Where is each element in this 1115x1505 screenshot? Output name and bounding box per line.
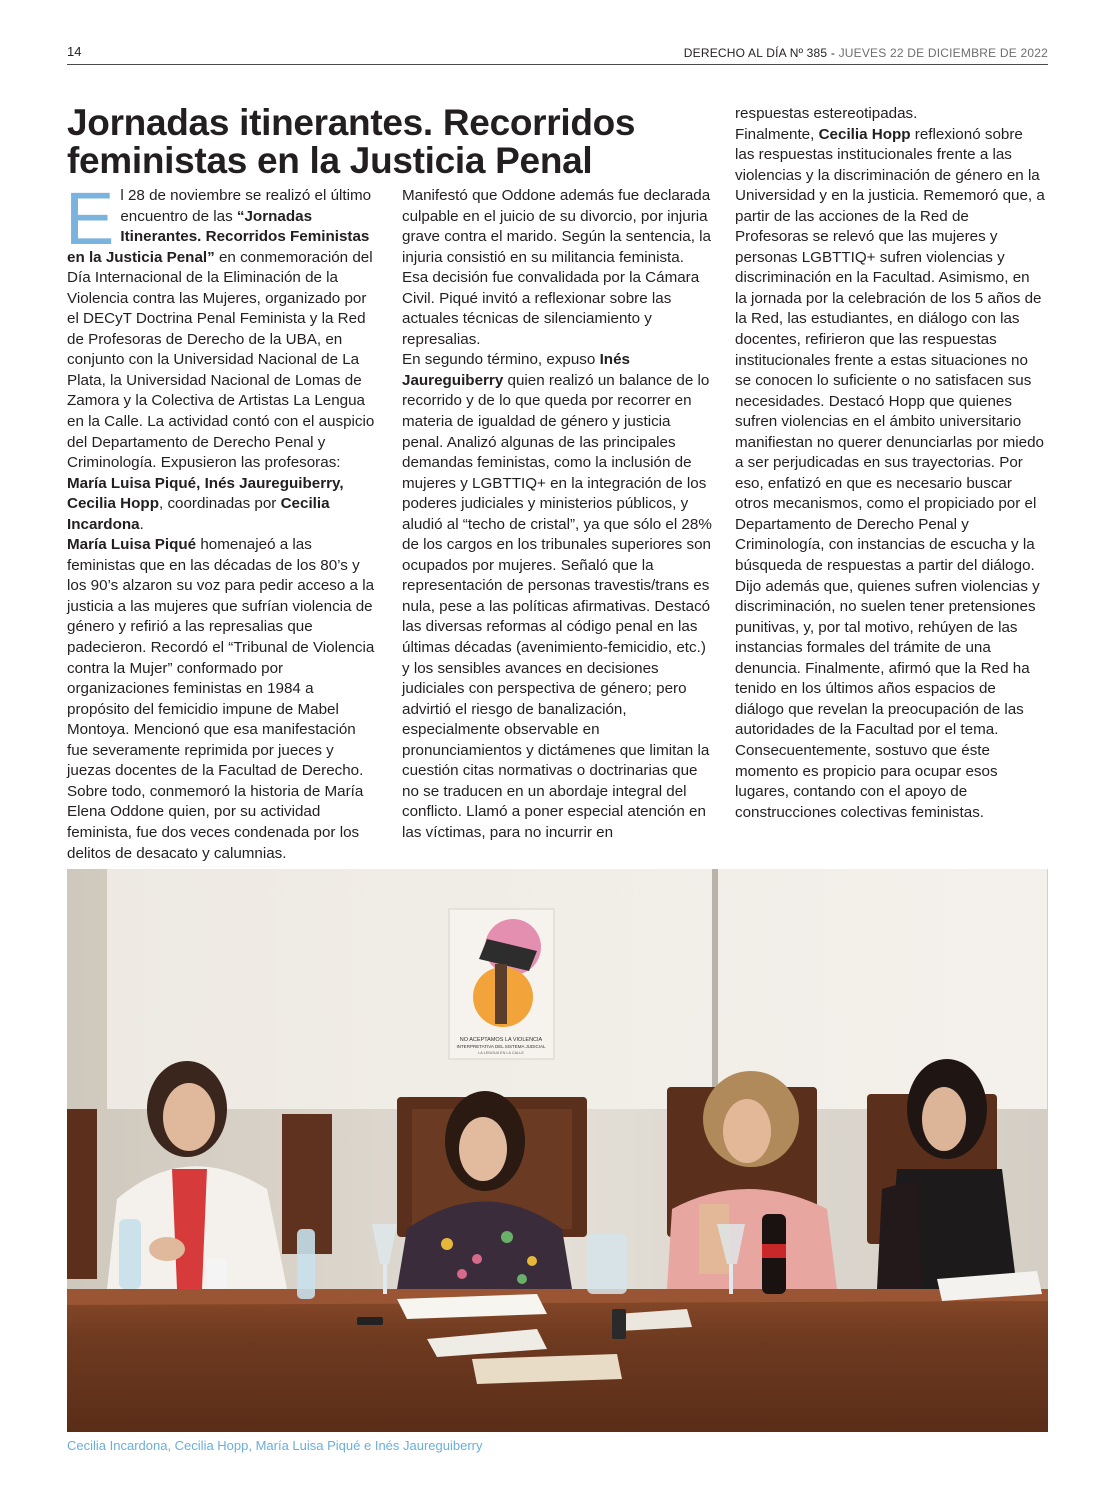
poster-line-1: NO ACEPTAMOS LA VIOLENCIA xyxy=(459,1037,543,1043)
bold-name: María Luisa Piqué xyxy=(67,536,197,554)
page-number: 14 xyxy=(67,44,82,59)
column-1-text xyxy=(65,177,376,864)
bold-name: Cecilia Hopp xyxy=(818,125,911,143)
paragraph: En segundo término, expuso Inés Jaureguiberry quien realizó un balance de lo recorrido y de lo que queda por recorrer en materia de igualdad de género y justicia penal. Analizó algunas de las principales demandas feministas, como la inclusión de mujeres y LGBTTIQ+ en la integración de los poderes judiciales y ministerios públicos, y aludió al “techo de cristal”, ya que sólo el 28% de los cargos en los tribunales superiores son ocupados por mujeres. Señaló que la representación de personas travestis/trans es nula, pese a las políticas afirmativas. Destacó las diversas reformas al código penal en las últimas décadas (avenimiento-femicidio, etc.) y los sensibles avances en decisiones judiciales con perspectiva de género; pero advirtió el riesgo de banalización, especialmente observable en pronunciamientos y dictámenes que limitan la cuestión citas normativas o doctrinarias que no se traducen en un abordaje integral del conflicto. Llamó a poner especial atención en las víctimas, para no incurrir en xyxy=(402,351,712,841)
paragraph: Finalmente, Cecilia Hopp reflexionó sobre las respuestas institucionales frente a las violencias y la discriminación de género en la Universidad y en la justicia. Rememoró que, a partir de las acciones de la Red de Profesoras se relevó que las mujeres y personas LGBTTIQ+ sufren violencias y discriminación en la Facultad. Asimismo, en la jornada por la celebración de los 5 años de la Red, las estudiantes, en diálogo con las docentes, refirieron que las respuestas institucionales frente a estas situaciones no se conocen lo suficiente o no satisfacen sus necesidades. Destacó Hopp que quienes sufren violencias en el ámbito universitario manifiestan no querer denunciarlas por miedo a ser perjudicadas en sus trayectorias. Por eso, enfatizó en que es necesario buscar otros mecanismos, como el propiciado por el Departamento de Derecho Penal y Criminología, con instancias de escucha y la búsqueda de respuestas a partir del diálogo. Dijo además que, quienes sufren violencias y discriminación, no suelen tener pretensiones punitivas, y, por tal motivo, rehúyen de las instancias formales del trámite de una denuncia. Finalmente, afirmó que la Red ha tenido en los últimos años espacios de diálogo que revelan la preocupación de las autoridades de la Facultad por el tema. Consecuentemente, sostuvo que éste momento es propicio para ocupar esos lugares, contando con el apoyo de construcciones colectivas feministas. xyxy=(735,125,1045,821)
poster-line-2: INTERPRETATIVA DEL SISTEMA JUDICIAL xyxy=(456,1044,546,1049)
issue-date: JUEVES 22 DE DICIEMBRE DE 2022 xyxy=(838,46,1048,60)
bold-name: Inés Jaureguiberry xyxy=(402,351,630,389)
event-photo xyxy=(67,869,1048,1432)
panel-photo-illustration xyxy=(67,869,1048,1432)
running-head xyxy=(684,46,1048,60)
bold-name: María Luisa Piqué, Inés Jaureguiberry, Cecilia Hopp xyxy=(67,474,344,513)
article-title: Jornadas itinerantes. Recorridos feministas en la Justicia Penal xyxy=(67,102,636,181)
paragraph: Manifestó que Oddone además fue declarada culpable en el juicio de su divorcio, por injuria grave contra el marido. Según la sentencia, la injuria consistió en su militancia feminista. Esa decisión fue convalidada por la Cámara Civil. Piqué invitó a reflexionar sobre las actuales técnicas de silenciamiento y represalias. xyxy=(402,187,711,348)
article-column-1 xyxy=(65,177,376,864)
poster xyxy=(449,909,554,1059)
paragraph: María Luisa Piqué homenajeó a las feministas que en las décadas de los 80’s y los 90’s alzaron su voz para pedir acceso a la justicia a las mujeres que sufrían violencia de género y refirió a las represalias que padecieron. Recordó el “Tribunal de Violencia contra la Mujer” conformado por organizaciones feministas en 1984 a propósito del femicidio impune de Mabel Montoya. Mencionó que esa manifestación fue severamente reprimida por jueces y juezas docentes de la Facultad de Derecho. Sobre todo, conmemoró la historia de María Elena Oddone quien, por su actividad feminista, fue dos veces condenada por los delitos de desacato y calumnias. xyxy=(67,536,375,862)
page-header xyxy=(67,44,1048,65)
article-column-2 xyxy=(402,186,712,844)
poster-line-3: LA LENGUA EN LA CALLE xyxy=(478,1051,524,1055)
photo-caption: Cecilia Incardona, Cecilia Hopp, María Luisa Piqué e Inés Jaureguiberry xyxy=(67,1438,483,1453)
paragraph: respuestas estereotipadas. xyxy=(735,105,918,122)
running-head-separator: - xyxy=(827,46,839,60)
article-column-3 xyxy=(735,104,1045,823)
bold-name: Cecilia Incardona xyxy=(67,495,330,533)
drop-cap: E xyxy=(65,177,115,260)
publication-name: DERECHO AL DÍA Nº 385 xyxy=(683,46,828,60)
bold-name: “Jornadas Itinerantes. Recorridos Feministas en la Justicia Penal” xyxy=(67,207,370,266)
paragraph: l 28 de noviembre se realizó el último encuentro de las “Jornadas Itinerantes. Recorridos Feministas en la Justicia Penal” en conmemoración del Día Internacional de la Eliminación de la Violencia contra las Mujeres, organizado por el DECyT Doctrina Penal Feminista y la Red de Profesoras de Derecho de la UBA, en conjunto con la Universidad Nacional de La Plata, la Universidad Nacional de Lomas de Zamora y la Colectiva de Artistas La Lengua en la Calle. La actividad contó con el auspicio del Departamento de Derecho Penal y Criminología. Expusieron las profesoras: María Luisa Piqué, Inés Jaureguiberry, Cecilia Hopp, coordinadas por Cecilia Incardona. xyxy=(67,187,375,533)
